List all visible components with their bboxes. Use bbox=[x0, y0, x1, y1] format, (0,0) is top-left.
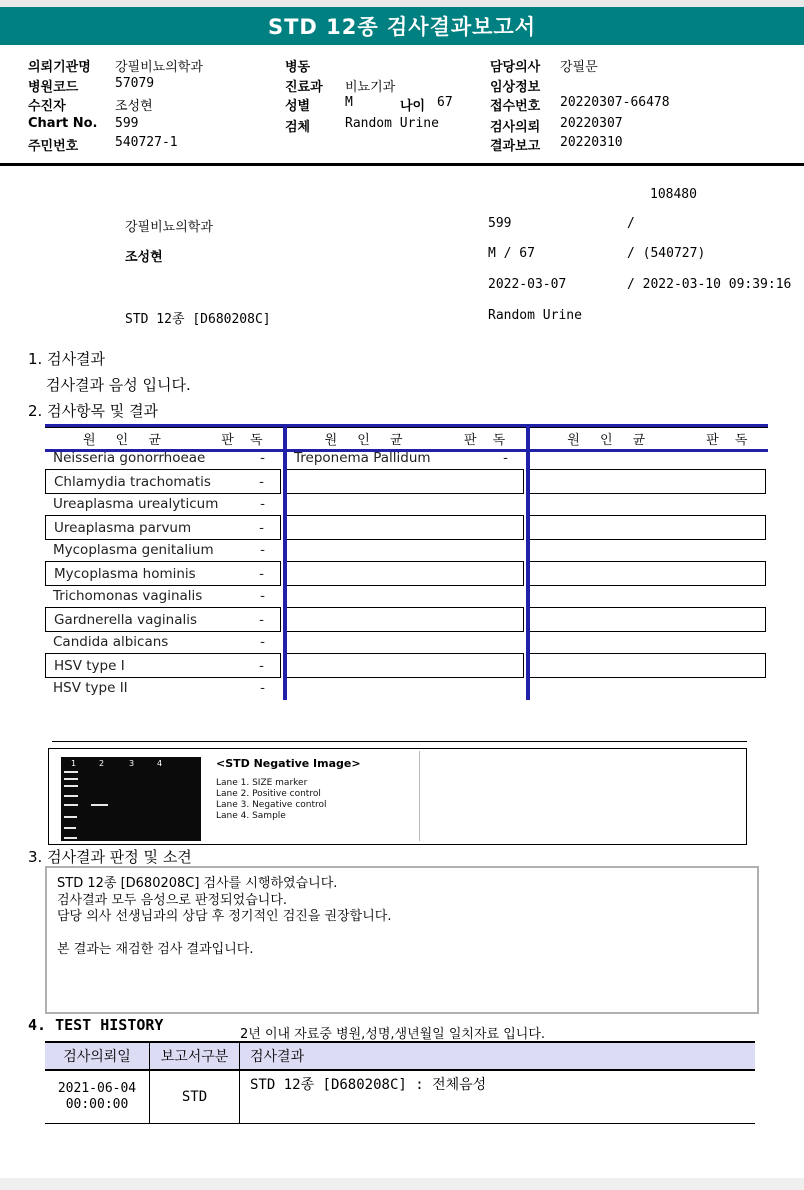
history-header-result: 검사결과 bbox=[250, 1049, 305, 1065]
pathogen-row bbox=[286, 676, 524, 699]
section-divider bbox=[0, 163, 804, 166]
pathogen-result: - bbox=[260, 449, 265, 466]
info-value: 20220310 bbox=[560, 135, 623, 150]
lane-number: 2 bbox=[99, 759, 105, 768]
pathogen-result: - bbox=[260, 495, 265, 512]
pathogen-row bbox=[45, 469, 281, 494]
pathogen-name: Neisseria gonorrhoeae bbox=[53, 449, 206, 466]
info-resident-no bbox=[28, 135, 178, 154]
history-header-type: 보고서구분 bbox=[150, 1043, 240, 1069]
marker-band bbox=[64, 778, 78, 780]
pathogen-result: - bbox=[259, 565, 264, 582]
summary-report-datetime: / 2022-03-10 09:39:16 bbox=[627, 277, 792, 292]
pathogen-name: Candida albicans bbox=[53, 633, 169, 650]
opinion-box bbox=[45, 866, 759, 1014]
pathogen-row bbox=[45, 676, 281, 699]
pathogen-row bbox=[529, 446, 766, 469]
info-value: 599 bbox=[115, 116, 139, 131]
report-banner bbox=[0, 7, 804, 45]
opinion-line: 검사결과 모두 음성으로 판정되었습니다. bbox=[57, 892, 288, 908]
pathogen-name: HSV type II bbox=[53, 679, 128, 696]
pathogen-result: - bbox=[259, 611, 264, 628]
pathogen-row bbox=[286, 469, 524, 494]
opinion-line: 본 결과는 재검한 검사 결과입니다. bbox=[57, 942, 254, 957]
page-title: STD 12종 검사결과보고서 bbox=[267, 15, 536, 39]
summary-slash: / bbox=[627, 216, 635, 231]
pathogen-row bbox=[286, 607, 524, 632]
results-column-3 bbox=[529, 424, 768, 700]
pathogen-name: Gardnerella vaginalis bbox=[54, 611, 198, 628]
info-label: 병동 bbox=[285, 60, 311, 75]
history-date-cell bbox=[45, 1071, 150, 1123]
history-date-line1: 2021-06-04 bbox=[57, 1081, 137, 1096]
pathogen-result: - bbox=[260, 587, 265, 604]
info-label: 진료과 bbox=[285, 80, 323, 95]
gel-legend-line: Lane 2. Positive control bbox=[216, 789, 321, 799]
pathogen-result: - bbox=[503, 449, 508, 466]
info-label: 담당의사 bbox=[490, 60, 541, 75]
pathogen-row bbox=[529, 630, 766, 653]
positive-control-band bbox=[91, 804, 108, 806]
pathogen-result: - bbox=[259, 519, 264, 536]
info-clinical bbox=[490, 76, 560, 95]
pathogen-row bbox=[286, 653, 524, 678]
pathogen-name: Mycoplasma hominis bbox=[54, 565, 196, 582]
results-column-2 bbox=[286, 424, 526, 700]
section2-heading: 2. 검사항목 및 결과 bbox=[28, 402, 159, 420]
section4-heading: 4. TEST HISTORY bbox=[28, 1016, 164, 1034]
top-strip bbox=[0, 0, 804, 7]
info-value: 강필비뇨의학과 bbox=[115, 60, 203, 75]
pathogen-row bbox=[45, 584, 281, 607]
result-header: 판 독 bbox=[463, 432, 512, 448]
lane-number: 3 bbox=[129, 759, 135, 768]
results-column-1 bbox=[45, 424, 283, 700]
history-header-row bbox=[45, 1043, 755, 1071]
result-header: 판 독 bbox=[706, 432, 754, 448]
pathogen-result: - bbox=[260, 633, 265, 650]
pathogen-name: Trichomonas vaginalis bbox=[53, 587, 203, 604]
pathogen-row bbox=[529, 607, 766, 632]
info-label: 의뢰기관명 bbox=[28, 60, 91, 75]
summary-clinic: 강필비뇨의학과 bbox=[125, 220, 213, 235]
info-specimen bbox=[285, 116, 439, 135]
history-data-row bbox=[45, 1071, 755, 1123]
section1-heading: 1. 검사결과 bbox=[28, 350, 106, 368]
info-value: 비뇨기과 bbox=[345, 80, 396, 95]
pathogen-row bbox=[529, 676, 766, 699]
pathogen-row bbox=[529, 469, 766, 494]
gel-legend-line: Lane 3. Negative control bbox=[216, 800, 327, 810]
info-label: 주민번호 bbox=[28, 139, 79, 154]
pathogen-row bbox=[529, 653, 766, 678]
history-note: 2년 이내 자료중 병원,성명,생년월일 일치자료 입니다. bbox=[240, 1027, 546, 1042]
info-label: Chart No. bbox=[28, 116, 98, 131]
result-header: 판 독 bbox=[221, 432, 269, 448]
info-requesting-org bbox=[28, 56, 203, 75]
gel-divider-line bbox=[52, 741, 747, 742]
info-value: 20220307-66478 bbox=[560, 95, 670, 110]
gel-legend-line: Lane 1. SIZE marker bbox=[216, 778, 308, 788]
pathogen-row bbox=[45, 607, 281, 632]
pathogen-row bbox=[529, 515, 766, 540]
marker-band bbox=[64, 795, 78, 797]
pathogen-header: 원 인 균 bbox=[567, 432, 654, 448]
marker-band bbox=[64, 816, 77, 818]
info-report-date bbox=[490, 135, 623, 154]
section1-result-text: 검사결과 음성 입니다. bbox=[46, 376, 191, 394]
pathogen-result: - bbox=[259, 473, 264, 490]
section3-heading: 3. 검사결과 판정 및 소견 bbox=[28, 848, 192, 866]
info-sex-age bbox=[285, 95, 453, 114]
marker-band bbox=[64, 785, 78, 787]
column-separator bbox=[526, 424, 530, 700]
marker-band bbox=[64, 827, 76, 829]
history-date-line2: 00:00:00 bbox=[65, 1097, 129, 1112]
pathogen-row bbox=[45, 630, 281, 653]
pathogen-row bbox=[529, 584, 766, 607]
info-value: Random Urine bbox=[345, 116, 439, 131]
pathogen-header: 원 인 균 bbox=[82, 432, 169, 448]
info-label: 성별 bbox=[285, 99, 311, 114]
info-label: 결과보고 bbox=[490, 139, 541, 154]
info-value: 540727-1 bbox=[115, 135, 178, 150]
bottom-strip bbox=[0, 1178, 804, 1190]
info-ward bbox=[285, 56, 345, 75]
info-label: 수진자 bbox=[28, 99, 66, 114]
info-value: 조성현 bbox=[115, 99, 153, 114]
info-label: 병원코드 bbox=[28, 80, 79, 95]
info-value: 강필문 bbox=[560, 60, 598, 75]
results-table bbox=[45, 424, 768, 700]
pathogen-result: - bbox=[260, 541, 265, 558]
marker-band bbox=[64, 804, 78, 806]
gel-image-box bbox=[48, 748, 747, 845]
pathogen-row bbox=[286, 515, 524, 540]
pathogen-row bbox=[286, 538, 524, 561]
column-separator bbox=[283, 424, 287, 700]
pathogen-name: Chlamydia trachomatis bbox=[54, 473, 211, 490]
info-patient bbox=[28, 95, 153, 114]
info-value: 20220307 bbox=[560, 116, 623, 131]
info-department bbox=[285, 76, 395, 95]
pathogen-row bbox=[529, 492, 766, 515]
gel-legend bbox=[216, 757, 411, 822]
info-label: 접수번호 bbox=[490, 99, 541, 114]
pathogen-row bbox=[286, 492, 524, 515]
summary-chart: 599 bbox=[488, 216, 512, 231]
info-value: 57079 bbox=[115, 76, 155, 91]
info-value: M bbox=[345, 95, 353, 110]
summary-test-name: STD 12종 [D680208C] bbox=[125, 312, 271, 327]
pathogen-name: Mycoplasma genitalium bbox=[53, 541, 214, 558]
summary-patient: 조성현 bbox=[125, 250, 163, 265]
pathogen-row bbox=[45, 538, 281, 561]
history-table bbox=[45, 1041, 755, 1124]
gel-box-separator bbox=[419, 751, 420, 841]
lane-number: 1 bbox=[71, 759, 77, 768]
pathogen-row bbox=[529, 538, 766, 561]
info-doctor bbox=[490, 56, 598, 75]
history-type-cell: STD bbox=[150, 1071, 240, 1123]
pathogen-row bbox=[45, 515, 281, 540]
info-label: 나이 bbox=[400, 99, 426, 114]
info-label: 검사의뢰 bbox=[490, 120, 541, 135]
pathogen-row bbox=[286, 630, 524, 653]
pathogen-result: - bbox=[260, 679, 265, 696]
history-result-cell: STD 12종 [D680208C] : 전체음성 bbox=[250, 1077, 487, 1093]
pathogen-row bbox=[45, 561, 281, 586]
pathogen-name: Ureaplasma parvum bbox=[54, 519, 192, 536]
marker-band bbox=[64, 771, 78, 773]
opinion-line bbox=[47, 926, 757, 943]
opinion-line: STD 12종 [D680208C] 검사를 시행하였습니다. bbox=[57, 876, 338, 891]
pathogen-row bbox=[286, 584, 524, 607]
marker-band bbox=[64, 837, 77, 839]
doc-number: 108480 bbox=[650, 187, 697, 202]
pathogen-name: HSV type I bbox=[54, 657, 125, 674]
gel-electrophoresis-image bbox=[61, 757, 201, 841]
pathogen-name: Ureaplasma urealyticum bbox=[53, 495, 219, 512]
pathogen-row bbox=[286, 446, 524, 469]
info-accession-no bbox=[490, 95, 670, 114]
pathogen-row bbox=[286, 561, 524, 586]
pathogen-row bbox=[45, 446, 281, 469]
summary-birth: / (540727) bbox=[627, 246, 706, 261]
summary-specimen: Random Urine bbox=[488, 308, 582, 323]
info-hospital-code bbox=[28, 76, 154, 95]
info-label: 임상정보 bbox=[490, 80, 541, 95]
summary-request-date: 2022-03-07 bbox=[488, 277, 567, 292]
info-request-date bbox=[490, 116, 623, 135]
info-label: 검체 bbox=[285, 120, 311, 135]
gel-title: <STD Negative Image> bbox=[216, 757, 361, 770]
summary-sex-age: M / 67 bbox=[488, 246, 535, 261]
lane-number: 4 bbox=[157, 759, 163, 768]
gel-legend-line: Lane 4. Sample bbox=[216, 811, 286, 821]
pathogen-name: Treponema Pallidum bbox=[294, 449, 431, 466]
opinion-line: 담당 의사 선생님과의 상담 후 정기적인 검진을 권장합니다. bbox=[57, 909, 392, 924]
info-value: 67 bbox=[437, 95, 453, 110]
pathogen-row bbox=[45, 492, 281, 515]
pathogen-row bbox=[529, 561, 766, 586]
history-header-date: 검사의뢰일 bbox=[45, 1043, 150, 1069]
info-chart-no bbox=[28, 116, 138, 131]
pathogen-header: 원 인 균 bbox=[324, 432, 411, 448]
pathogen-row bbox=[45, 653, 281, 678]
pathogen-result: - bbox=[259, 657, 264, 674]
